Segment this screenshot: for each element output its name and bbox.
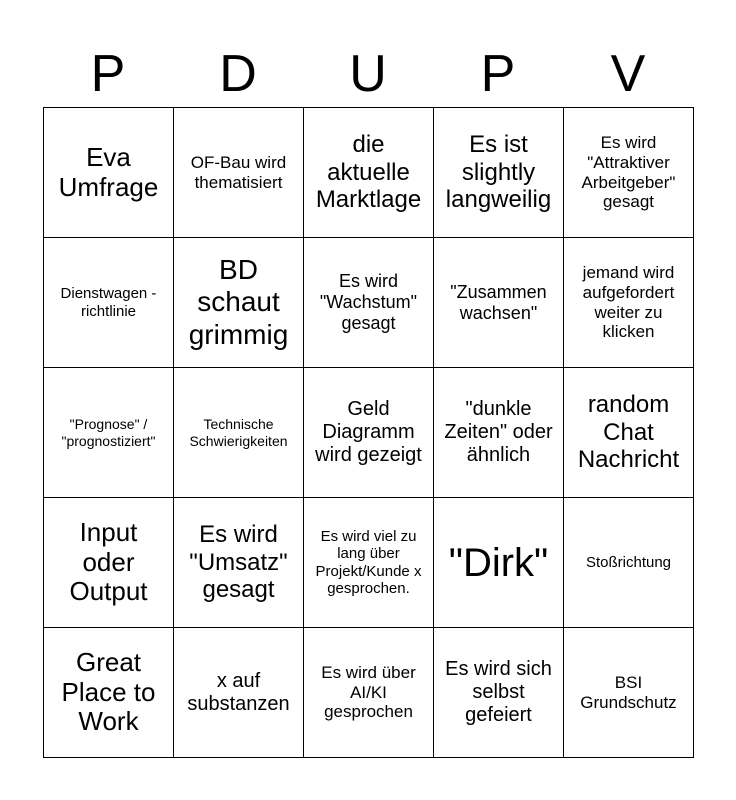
- bingo-cell[interactable]: [44, 108, 174, 238]
- cell-text: Es wird "Wachstum" gesagt: [319, 271, 418, 333]
- bingo-cell[interactable]: [564, 238, 694, 368]
- bingo-cell[interactable]: [564, 628, 694, 758]
- bingo-cell[interactable]: [44, 368, 174, 498]
- bingo-cell[interactable]: [434, 238, 564, 368]
- cell-text: "Dirk": [448, 540, 549, 585]
- cell-text: Es wird "Attraktiver Arbeitgeber" gesagt: [581, 133, 676, 212]
- cell-text: Es wird "Umsatz" gesagt: [189, 521, 288, 604]
- bingo-cell[interactable]: [304, 108, 434, 238]
- cell-text: Geld Diagramm wird gezeigt: [315, 398, 422, 466]
- bingo-cell[interactable]: [174, 108, 304, 238]
- cell-text: Es wird sich selbst gefeiert: [445, 658, 552, 726]
- cell-text: BD schaut grimmig: [188, 254, 289, 350]
- bingo-cell[interactable]: [304, 368, 434, 498]
- bingo-cell[interactable]: [434, 498, 564, 628]
- bingo-cell[interactable]: [434, 108, 564, 238]
- bingo-cell[interactable]: [44, 238, 174, 368]
- cell-text: random Chat Nachricht: [577, 391, 680, 474]
- header-letter-2: D: [219, 45, 257, 103]
- cell-text: Es wird viel zu lang über Projekt/Kunde x gesprochen.: [315, 528, 422, 597]
- header-letter-3: U: [349, 45, 387, 103]
- bingo-cell[interactable]: [434, 628, 564, 758]
- bingo-header: [43, 40, 693, 108]
- header-letter-4: P: [480, 45, 516, 103]
- bingo-cell[interactable]: [304, 628, 434, 758]
- cell-text: x auf substanzen: [187, 669, 290, 715]
- cell-text: Eva Umfrage: [58, 141, 159, 202]
- bingo-cell[interactable]: [44, 628, 174, 758]
- bingo-cell[interactable]: [174, 498, 304, 628]
- bingo-grid: [43, 107, 694, 758]
- cell-text: BSI Grundschutz: [580, 672, 677, 712]
- bingo-cell[interactable]: [174, 628, 304, 758]
- bingo-cell[interactable]: [304, 498, 434, 628]
- cell-text: Input oder Output: [69, 516, 148, 607]
- bingo-cell[interactable]: [44, 498, 174, 628]
- cell-text: Dienstwagen -richtlinie: [60, 285, 157, 320]
- bingo-cell[interactable]: [174, 368, 304, 498]
- cell-text: die aktuelle Marktlage: [315, 131, 422, 214]
- bingo-cell[interactable]: [434, 368, 564, 498]
- bingo-cell[interactable]: [564, 368, 694, 498]
- bingo-cell[interactable]: [304, 238, 434, 368]
- cell-text: OF-Bau wird thematisiert: [190, 152, 287, 192]
- bingo-cell[interactable]: [564, 498, 694, 628]
- cell-text: "Zusammen wachsen": [450, 281, 547, 323]
- cell-text: jemand wird aufgefordert weiter zu klicken: [582, 263, 675, 342]
- cell-text: "Prognose" / "prognostiziert": [61, 416, 156, 449]
- header-letter-1: P: [90, 45, 126, 103]
- cell-text: Es ist slightly langweilig: [445, 131, 552, 214]
- bingo-cell[interactable]: [564, 108, 694, 238]
- cell-text: "dunkle Zeiten" oder ähnlich: [444, 398, 553, 466]
- cell-text: Great Place to Work: [61, 646, 156, 737]
- bingo-cell[interactable]: [174, 238, 304, 368]
- cell-text: Technische Schwierigkeiten: [189, 416, 288, 449]
- cell-text: Stoßrichtung: [585, 553, 672, 571]
- header-letter-5: V: [610, 45, 646, 103]
- cell-text: Es wird über AI/KI gesprochen: [321, 663, 416, 722]
